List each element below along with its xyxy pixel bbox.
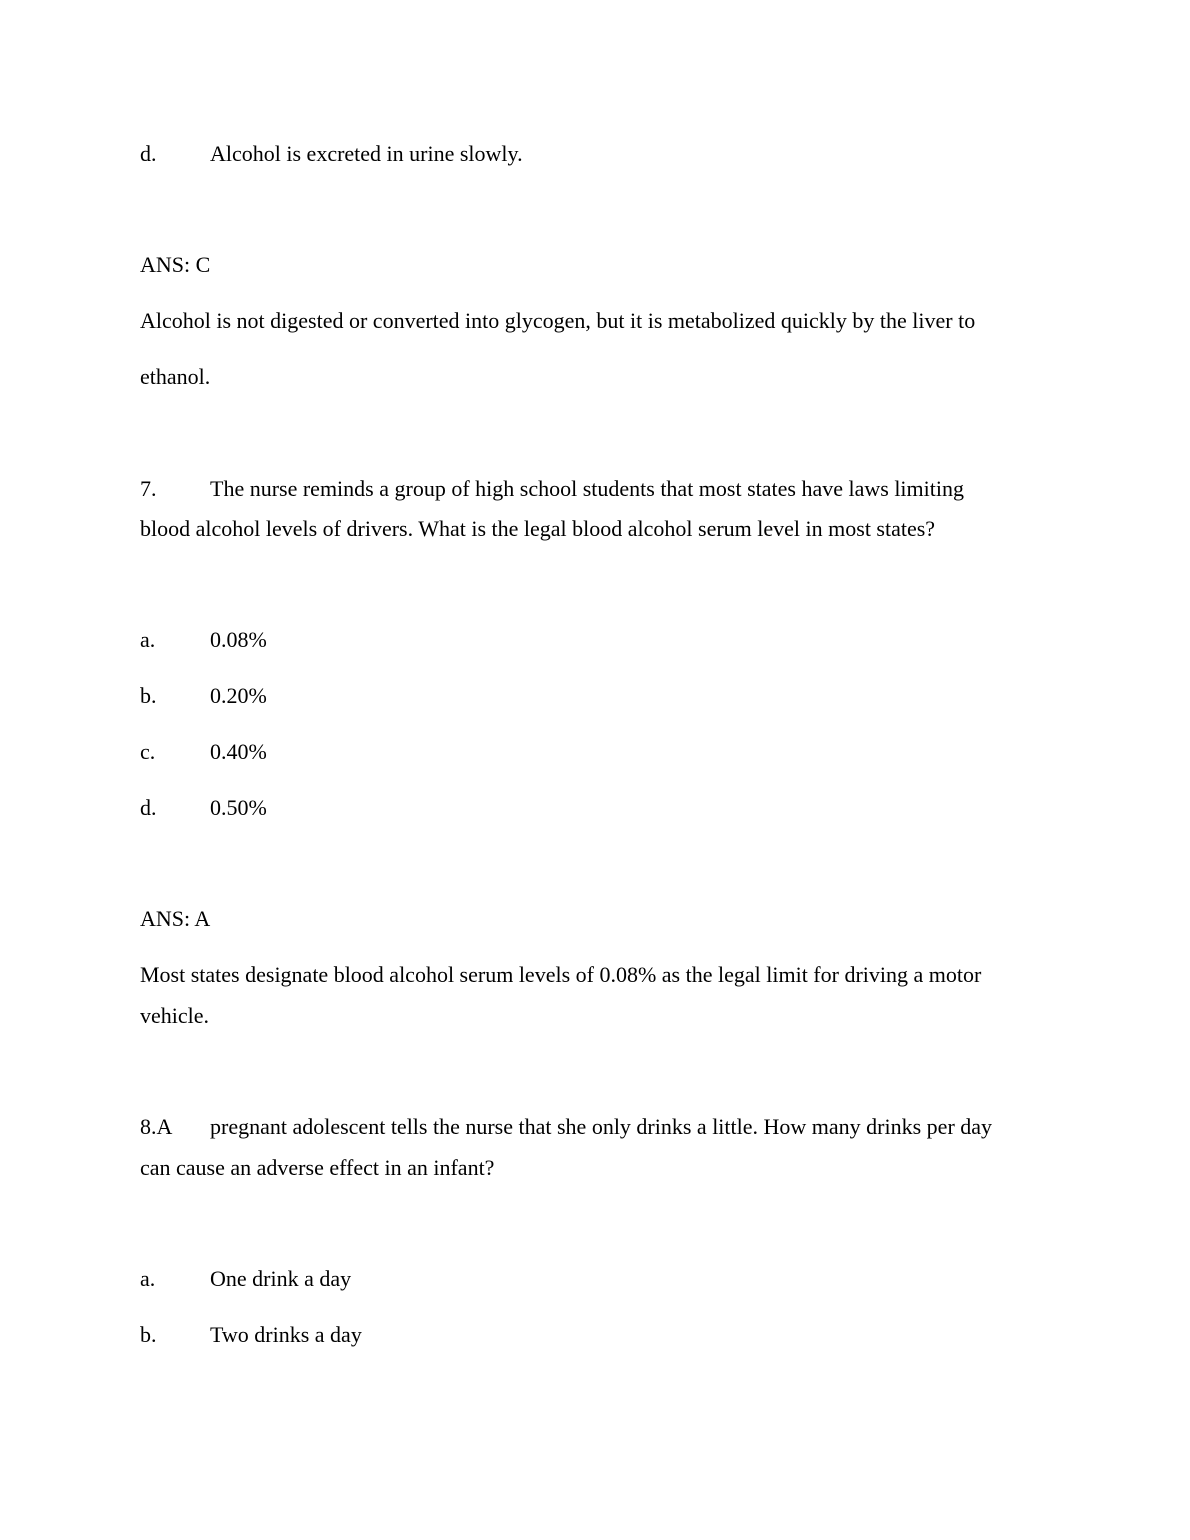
- option-label: c.: [140, 739, 156, 764]
- q7-option-a: [140, 627, 267, 653]
- question-stem: pregnant adolescent tells the nurse that she only drinks a little. How many drinks per day: [210, 1114, 993, 1139]
- q8-option-a: [140, 1266, 351, 1292]
- rationale-q6-line1: Alcohol is not digested or converted into glycogen, but it is metabolized quickly by the liver to: [140, 308, 976, 333]
- question-8-line1: [140, 1114, 992, 1140]
- question-stem: The nurse reminds a group of high school students that most states have laws limiting: [210, 476, 964, 501]
- question-number: 8.A: [140, 1114, 173, 1139]
- rationale-q6-line2: ethanol.: [140, 364, 211, 389]
- answer-q7: ANS: A: [140, 906, 211, 931]
- option-label: b.: [140, 683, 157, 708]
- question-7-line2: blood alcohol levels of drivers. What is the legal blood alcohol serum level in most states?: [140, 516, 936, 541]
- q8-option-b: [140, 1322, 362, 1348]
- option-text: 0.50%: [210, 795, 267, 820]
- option-text: Alcohol is excreted in urine slowly.: [210, 141, 523, 166]
- q7-option-d: [140, 795, 267, 821]
- option-label: d.: [140, 141, 157, 166]
- rationale-q7-line2: vehicle.: [140, 1003, 210, 1028]
- option-text: 0.20%: [210, 683, 267, 708]
- answer-q6: ANS: C: [140, 252, 211, 277]
- option-label: a.: [140, 1266, 156, 1291]
- option-label: b.: [140, 1322, 157, 1347]
- question-number: 7.: [140, 476, 157, 501]
- option-text: 0.08%: [210, 627, 267, 652]
- option-label: d.: [140, 795, 157, 820]
- q7-option-b: [140, 683, 267, 709]
- rationale-q7-line1: Most states designate blood alcohol serum levels of 0.08% as the legal limit for driving a motor: [140, 962, 982, 987]
- q7-option-c: [140, 739, 267, 765]
- option-text: One drink a day: [210, 1266, 352, 1291]
- question-8-line2: can cause an adverse effect in an infant?: [140, 1155, 495, 1180]
- option-label: a.: [140, 627, 156, 652]
- question-7-line1: [140, 476, 964, 502]
- option-d-prev: [140, 141, 523, 167]
- option-text: Two drinks a day: [210, 1322, 362, 1347]
- option-text: 0.40%: [210, 739, 267, 764]
